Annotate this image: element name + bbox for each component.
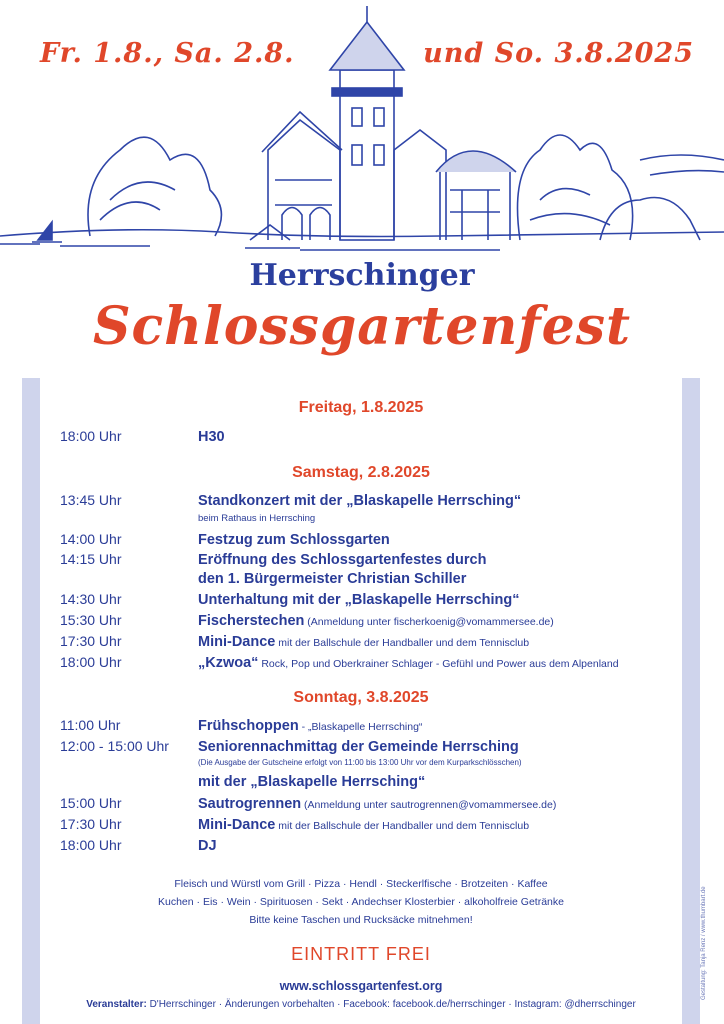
event-time: 18:00 Uhr — [60, 654, 122, 670]
website-link[interactable]: www.schlossgartenfest.org — [279, 979, 443, 993]
day-heading-sunday: Sonntag, 3.8.2025 — [293, 689, 429, 706]
event-title: Mini-Dance — [198, 634, 276, 650]
event-title-line2: mit der „Blaskapelle Herrsching“ — [198, 774, 426, 790]
event-line — [198, 816, 529, 836]
event-time: 11:00 Uhr — [60, 717, 121, 733]
event-time: 14:15 Uhr — [60, 551, 122, 567]
date-line-left: Fr. 1.8., Sa. 2.8. — [40, 38, 295, 69]
castle-illustration — [0, 0, 724, 280]
event-time: 15:30 Uhr — [60, 612, 122, 628]
event-subnote: (Die Ausgabe der Gutscheine erfolgt von 11:00 bis 13:00 Uhr vor dem Kurparkschlösschen) — [198, 758, 522, 767]
event-title: Unterhaltung mit der „Blaskapelle Herrsching“ — [198, 592, 520, 608]
right-decor-bar — [682, 378, 700, 1024]
event-note: (Anmeldung unter sautrogrennen@vomammersee.de) — [301, 799, 557, 811]
design-credit: Gestaltung: Tanja Renz / www.thumbart.de — [701, 886, 707, 1000]
event-note: - „Blaskapelle Herrsching“ — [298, 721, 423, 733]
event-time: 14:00 Uhr — [60, 531, 122, 547]
event-note: (Anmeldung unter fischerkoenig@vomammersee.de) — [304, 616, 554, 628]
organizer-line — [40, 999, 682, 1010]
event-title: H30 — [198, 429, 225, 445]
food-info-line: Fleisch und Würstl vom Grill · Pizza · Hendl · Steckerlfische · Brotzeiten · Kaffee — [174, 878, 548, 890]
event-title: Mini-Dance — [198, 817, 276, 833]
event-line — [198, 717, 422, 737]
left-decor-bar — [22, 378, 40, 1024]
event-line — [198, 795, 556, 815]
event-line — [198, 654, 619, 674]
event-note: mit der Ballschule der Handballer und dem Tennisclub — [275, 820, 530, 832]
day-heading-saturday: Samstag, 2.8.2025 — [292, 464, 430, 481]
bag-notice: Bitte keine Taschen und Rucksäcke mitnehmen! — [249, 914, 473, 926]
title-herrschinger: Herrschinger — [249, 258, 475, 293]
event-time: 13:45 Uhr — [60, 492, 122, 508]
event-title: Festzug zum Schlossgarten — [198, 532, 390, 548]
title-schlossgartenfest: Schlossgartenfest — [92, 296, 632, 357]
event-time: 18:00 Uhr — [60, 837, 122, 853]
event-title: Frühschoppen — [198, 718, 299, 734]
event-time: 17:30 Uhr — [60, 816, 122, 832]
event-line — [198, 612, 554, 632]
organizer-label: Veranstalter: — [86, 999, 147, 1010]
event-time: 14:30 Uhr — [60, 591, 122, 607]
event-time: 12:00 - 15:00 Uhr — [60, 738, 169, 754]
event-title: „Kzwoa“ — [198, 655, 259, 671]
event-title: Sautrogrennen — [198, 796, 302, 812]
event-line — [198, 633, 529, 653]
event-note: mit der Ballschule der Handballer und dem Tennisclub — [275, 637, 530, 649]
program-schedule — [40, 378, 682, 1024]
event-time: 18:00 Uhr — [60, 428, 122, 444]
event-subnote: beim Rathaus in Herrsching — [198, 513, 316, 524]
event-title-line2: den 1. Bürgermeister Christian Schiller — [198, 571, 467, 587]
organizer-text: D'Herrschinger · Änderungen vorbehalten · Facebook: facebook.de/herrschinger · Instagram: @dherrschinger — [146, 999, 636, 1010]
event-title: Seniorennachmittag der Gemeinde Herrsching — [198, 739, 519, 755]
drinks-info-line: Kuchen · Eis · Wein · Spirituosen · Sekt · Andechser Klosterbier · alkoholfreie Getränke — [158, 896, 564, 908]
free-entry-label: EINTRITT FREI — [291, 944, 431, 964]
day-heading-friday: Freitag, 1.8.2025 — [298, 399, 424, 416]
event-title: Eröffnung des Schlossgartenfestes durch — [198, 552, 487, 568]
event-time: 17:30 Uhr — [60, 633, 122, 649]
date-line-right: und So. 3.8.2025 — [423, 38, 694, 69]
event-note: Rock, Pop und Oberkrainer Schlager - Gefühl und Power aus dem Alpenland — [258, 658, 619, 670]
event-title: DJ — [198, 838, 217, 854]
event-title: Standkonzert mit der „Blaskapelle Herrsching“ — [198, 493, 522, 509]
event-title: Fischerstechen — [198, 613, 305, 629]
event-time: 15:00 Uhr — [60, 795, 122, 811]
